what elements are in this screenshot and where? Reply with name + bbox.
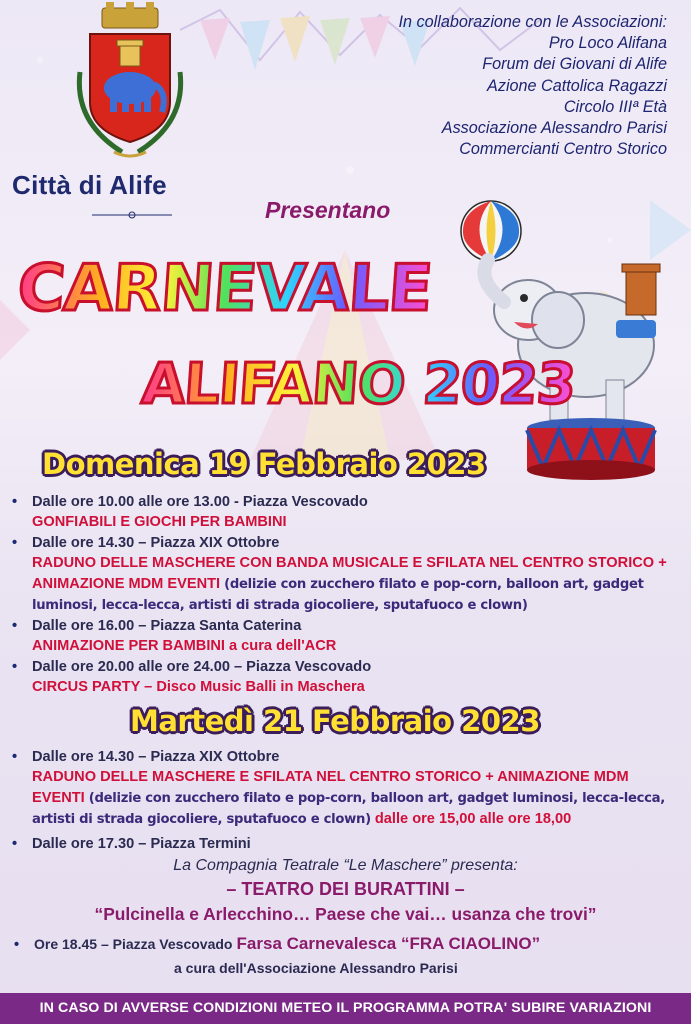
weather-notice-footer: IN CASO DI AVVERSE CONDIZIONI METEO IL PROGRAMMA POTRA' SUBIRE VARIAZIONI	[0, 993, 691, 1024]
bullet-icon: •	[12, 749, 18, 765]
theatre-company: La Compagnia Teatrale “Le Maschere” presenta:	[173, 857, 518, 874]
ornamental-divider	[92, 210, 172, 220]
event-what: RADUNO DELLE MASCHERE E SFILATA NEL CENTRO STORICO + ANIMAZIONE MDM EVENTI	[32, 769, 629, 806]
city-crest-logo	[70, 2, 190, 162]
day2-event-3	[14, 934, 679, 955]
association-item: Associazione Alessandro Parisi	[441, 119, 667, 138]
bullet-icon: •	[12, 494, 18, 510]
day2-event-1	[12, 747, 677, 831]
associations-block	[399, 12, 667, 160]
event-when: Dalle ore 16.00 – Piazza Santa Caterina	[32, 618, 302, 634]
event-when: Dalle ore 20.00 alle ore 24.00 – Piazza Vescovado	[32, 659, 372, 675]
bullet-icon: •	[12, 618, 18, 634]
association-item: Pro Loco Alifana	[548, 34, 667, 53]
event-when: Ore 18.45 – Piazza Vescovado	[34, 936, 233, 952]
event-what: Farsa Carnevalesca “FRA CIAOLINO”	[236, 934, 541, 953]
city-name: Città di Alife	[12, 170, 167, 200]
association-item: Azione Cattolica Ragazzi	[487, 76, 667, 95]
event-when: Dalle ore 14.30 – Piazza XIX Ottobre	[32, 535, 280, 551]
associations-intro: In collaborazione con le Associazioni:	[398, 13, 667, 31]
event-note: (delizie con zucchero filato e pop-corn, balloon art, gadget luminosi, lecca-lecca, artisti di strada giocoliere, sputafuoco e clown)	[32, 790, 665, 828]
event-what: RADUNO DELLE MASCHERE CON BANDA MUSICALE E SFILATA NEL CENTRO STORICO + ANIMAZIONE MDM EVENTI	[32, 555, 667, 592]
event-what: ANIMAZIONE PER BAMBINI a cura dell'ACR	[32, 638, 337, 655]
event-when: Dalle ore 17.30 – Piazza Termini	[32, 836, 251, 852]
day1-event-2	[12, 533, 677, 617]
event-what: CIRCUS PARTY – Disco Music Balli in Maschera	[32, 679, 365, 696]
event-note: (delizie con zucchero filato e pop-corn, balloon art, gadget luminosi, lecca-lecca, artisti di strada giocoliere, sputafuoco e clown)	[32, 576, 644, 614]
day1-event-3	[12, 616, 677, 657]
event-by: a cura dell'Associazione Alessandro Parisi	[174, 960, 458, 976]
bullet-icon: •	[12, 836, 18, 852]
title-line-1: CARNEVALE	[15, 252, 434, 326]
event-when: Dalle ore 14.30 – Piazza XIX Ottobre	[32, 749, 280, 765]
association-item: Forum dei Giovani di Alife	[482, 55, 667, 74]
theatre-subtitle: “Pulcinella e Arlecchino… Paese che vai… usanza che trovi”	[94, 904, 597, 924]
event-when: Dalle ore 10.00 alle ore 13.00 - Piazza Vescovado	[32, 494, 368, 510]
theatre-show: – TEATRO DEI BURATTINI –	[226, 879, 465, 899]
bullet-icon: •	[12, 659, 18, 675]
bullet-icon: •	[14, 937, 20, 953]
title-line-2: ALIFANO 2023	[139, 352, 578, 417]
day1-event-1	[12, 492, 677, 533]
day1-event-4	[12, 657, 677, 698]
day2-event-2	[12, 834, 677, 854]
day2-heading: Martedì 21 Febbraio 2023	[130, 704, 540, 738]
bullet-icon: •	[12, 535, 18, 551]
association-item: Circolo IIIª Età	[563, 97, 667, 116]
presentano-label: Presentano	[265, 197, 391, 223]
event-tail: dalle ore 15,00 alle ore 18,00	[374, 811, 572, 828]
association-item: Commercianti Centro Storico	[459, 140, 667, 159]
event-what: GONFIABILI E GIOCHI PER BAMBINI	[32, 514, 287, 531]
day1-heading: Domenica 19 Febbraio 2023	[42, 447, 486, 481]
